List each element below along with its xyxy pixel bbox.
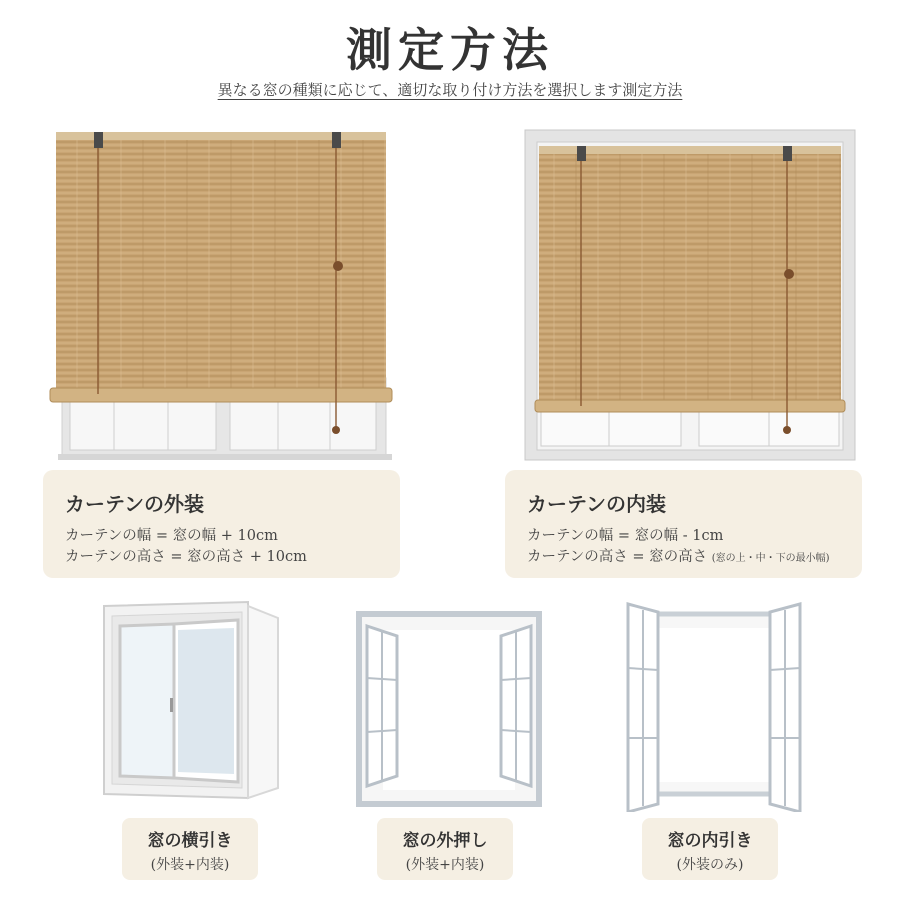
inside-mount-height-note: (窓の上・中・下の最小幅) <box>711 553 830 564</box>
outside-mount-title: カーテンの外装 <box>65 492 204 516</box>
outside-mount-height-formula: カーテンの高さ = 窓の高さ + 10cm <box>65 549 307 565</box>
window-type-label-inward <box>642 818 778 880</box>
outside-mount-info-box <box>43 470 400 578</box>
sliding-window-icon <box>98 598 284 806</box>
window-type-name: 窓の外押し <box>402 831 488 851</box>
inside-mount-width-formula: カーテンの幅 = 窓の幅 - 1cm <box>527 528 724 544</box>
window-type-label-sliding <box>122 818 258 880</box>
outward-casement-window-icon <box>353 598 545 808</box>
page-title: 測定方法 <box>346 23 554 77</box>
window-type-name: 窓の横引き <box>147 831 233 851</box>
inside-mount-info-box <box>505 470 862 578</box>
window-type-mount: (外装+内装) <box>405 857 485 873</box>
inside-mount-title: カーテンの内装 <box>527 492 666 516</box>
window-type-mount: (外装のみ) <box>676 857 744 873</box>
page-subtitle: 異なる窓の種類に応じて、適切な取り付け方法を選択します測定方法 <box>217 81 683 99</box>
inward-casement-window-icon <box>614 598 814 812</box>
inside-mount-height-formula: カーテンの高さ = 窓の高さ (窓の上・中・下の最小幅) <box>527 549 830 565</box>
window-type-mount: (外装+内装) <box>150 857 230 873</box>
inside-mount-blind-illustration <box>523 128 857 462</box>
window-type-label-outward <box>377 818 513 880</box>
outside-mount-blind-illustration <box>48 128 402 462</box>
outside-mount-width-formula: カーテンの幅 = 窓の幅 + 10cm <box>65 528 278 544</box>
window-type-name: 窓の内引き <box>667 831 753 851</box>
